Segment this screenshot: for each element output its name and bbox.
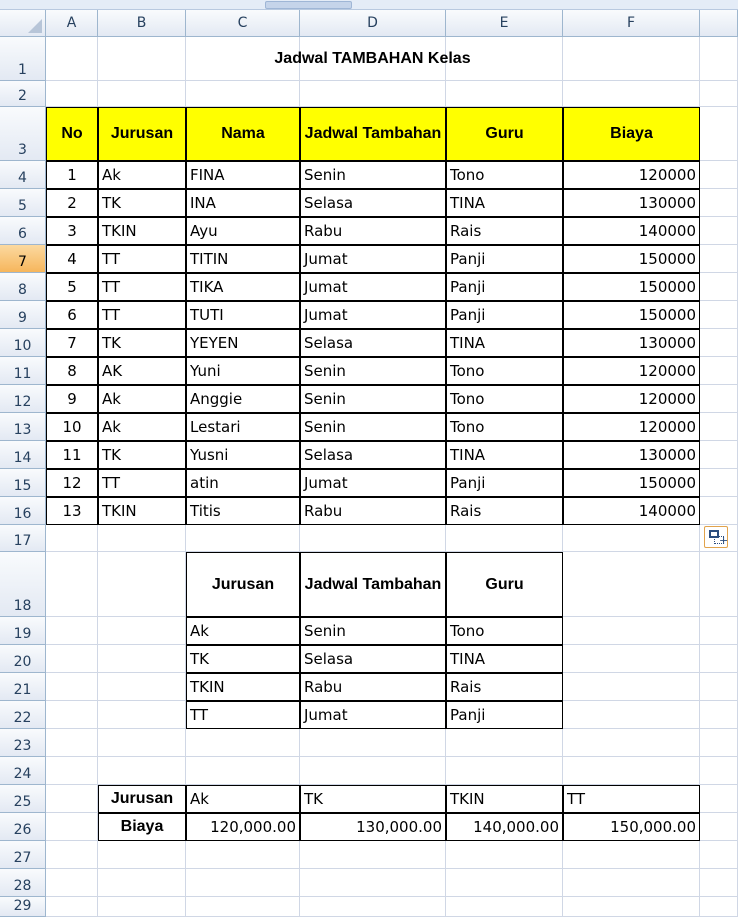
- grid-cell[interactable]: [700, 301, 738, 329]
- grid-cell[interactable]: [700, 385, 738, 413]
- grid-cell[interactable]: [300, 525, 446, 552]
- grid-cell[interactable]: [446, 81, 563, 107]
- main-cell[interactable]: Rais: [446, 497, 563, 525]
- grid-cell[interactable]: [446, 525, 563, 552]
- grid-cell[interactable]: [186, 757, 300, 785]
- grid-cell[interactable]: [446, 841, 563, 869]
- row-header-18[interactable]: 18: [0, 552, 46, 617]
- grid-cell[interactable]: [563, 841, 700, 869]
- select-all-corner[interactable]: [0, 10, 46, 37]
- main-cell[interactable]: TINA: [446, 441, 563, 469]
- row-header-20[interactable]: 20: [0, 645, 46, 673]
- main-cell[interactable]: Senin: [300, 161, 446, 189]
- main-header-0[interactable]: No: [46, 107, 98, 161]
- row-header-6[interactable]: 6: [0, 217, 46, 245]
- grid-cell[interactable]: [98, 645, 186, 673]
- grid-cell[interactable]: [446, 869, 563, 897]
- biaya-jurusan-cell[interactable]: TKIN: [446, 785, 563, 813]
- row-header-1[interactable]: 1: [0, 37, 46, 81]
- main-cell[interactable]: Panji: [446, 301, 563, 329]
- grid-cell[interactable]: [563, 617, 700, 645]
- row-header-2[interactable]: 2: [0, 81, 46, 107]
- main-cell[interactable]: Rabu: [300, 217, 446, 245]
- spreadsheet-grid[interactable]: [0, 10, 738, 924]
- main-cell[interactable]: 2: [46, 189, 98, 217]
- main-cell[interactable]: Senin: [300, 413, 446, 441]
- grid-cell[interactable]: [98, 525, 186, 552]
- main-cell[interactable]: 120000: [563, 357, 700, 385]
- grid-cell[interactable]: [98, 617, 186, 645]
- column-header-extra[interactable]: [700, 10, 738, 37]
- column-header-F[interactable]: F: [563, 10, 700, 37]
- main-cell[interactable]: Panji: [446, 245, 563, 273]
- grid-cell[interactable]: [300, 869, 446, 897]
- main-header-3[interactable]: Jadwal Tambahan: [300, 107, 446, 161]
- main-cell[interactable]: Tono: [446, 413, 563, 441]
- main-header-2[interactable]: Nama: [186, 107, 300, 161]
- main-cell[interactable]: 120000: [563, 385, 700, 413]
- grid-cell[interactable]: [700, 273, 738, 301]
- main-cell[interactable]: TK: [98, 441, 186, 469]
- main-cell[interactable]: Panji: [446, 273, 563, 301]
- grid-cell[interactable]: [700, 757, 738, 785]
- main-cell[interactable]: 140000: [563, 497, 700, 525]
- lookup-cell[interactable]: Senin: [300, 617, 446, 645]
- main-cell[interactable]: 120000: [563, 413, 700, 441]
- grid-cell[interactable]: [700, 441, 738, 469]
- lookup-header-0[interactable]: Jurusan: [186, 552, 300, 617]
- main-cell[interactable]: TKIN: [98, 497, 186, 525]
- grid-cell[interactable]: [700, 189, 738, 217]
- main-cell[interactable]: TT: [98, 245, 186, 273]
- grid-cell[interactable]: [98, 869, 186, 897]
- row-header-16[interactable]: 16: [0, 497, 46, 525]
- main-cell[interactable]: 13: [46, 497, 98, 525]
- grid-cell[interactable]: [186, 841, 300, 869]
- lookup-cell[interactable]: TINA: [446, 645, 563, 673]
- lookup-cell[interactable]: Ak: [186, 617, 300, 645]
- grid-cell[interactable]: [98, 81, 186, 107]
- grid-cell[interactable]: [46, 869, 98, 897]
- main-cell[interactable]: Panji: [446, 469, 563, 497]
- lookup-cell[interactable]: TK: [186, 645, 300, 673]
- biaya-value-cell[interactable]: 150,000.00: [563, 813, 700, 841]
- grid-cell[interactable]: [563, 525, 700, 552]
- row-header-26[interactable]: 26: [0, 813, 46, 841]
- lookup-cell[interactable]: Selasa: [300, 645, 446, 673]
- biaya-label-biaya[interactable]: Biaya: [98, 813, 186, 841]
- biaya-value-cell[interactable]: 120,000.00: [186, 813, 300, 841]
- main-cell[interactable]: atin: [186, 469, 300, 497]
- row-header-4[interactable]: 4: [0, 161, 46, 189]
- grid-cell[interactable]: [98, 552, 186, 617]
- main-cell[interactable]: 3: [46, 217, 98, 245]
- main-cell[interactable]: AK: [98, 357, 186, 385]
- row-header-27[interactable]: 27: [0, 841, 46, 869]
- main-cell[interactable]: 9: [46, 385, 98, 413]
- grid-cell[interactable]: [700, 413, 738, 441]
- row-header-13[interactable]: 13: [0, 413, 46, 441]
- grid-cell[interactable]: [700, 329, 738, 357]
- main-cell[interactable]: 1: [46, 161, 98, 189]
- column-header-C[interactable]: C: [186, 10, 300, 37]
- grid-cell[interactable]: [186, 729, 300, 757]
- main-cell[interactable]: TT: [98, 469, 186, 497]
- main-cell[interactable]: TUTI: [186, 301, 300, 329]
- grid-cell[interactable]: [300, 841, 446, 869]
- lookup-cell[interactable]: Rabu: [300, 673, 446, 701]
- row-header-10[interactable]: 10: [0, 329, 46, 357]
- grid-cell[interactable]: [563, 645, 700, 673]
- grid-cell[interactable]: [98, 701, 186, 729]
- grid-cell[interactable]: [46, 729, 98, 757]
- main-cell[interactable]: Rabu: [300, 497, 446, 525]
- main-cell[interactable]: 10: [46, 413, 98, 441]
- grid-cell[interactable]: [563, 701, 700, 729]
- main-cell[interactable]: Ak: [98, 385, 186, 413]
- grid-cell[interactable]: [700, 357, 738, 385]
- main-cell[interactable]: 12: [46, 469, 98, 497]
- grid-cell[interactable]: [46, 552, 98, 617]
- main-cell[interactable]: Ayu: [186, 217, 300, 245]
- main-cell[interactable]: Selasa: [300, 329, 446, 357]
- grid-cell[interactable]: [98, 897, 186, 917]
- row-header-7[interactable]: 7: [0, 245, 46, 273]
- grid-cell[interactable]: [186, 869, 300, 897]
- grid-cell[interactable]: [446, 757, 563, 785]
- grid-cell[interactable]: [300, 81, 446, 107]
- main-cell[interactable]: 6: [46, 301, 98, 329]
- main-header-1[interactable]: Jurusan: [98, 107, 186, 161]
- row-header-9[interactable]: 9: [0, 301, 46, 329]
- grid-cell[interactable]: [700, 869, 738, 897]
- grid-cell[interactable]: [563, 673, 700, 701]
- row-header-21[interactable]: 21: [0, 673, 46, 701]
- grid-cell[interactable]: [46, 813, 98, 841]
- grid-cell[interactable]: [700, 107, 738, 161]
- lookup-cell[interactable]: TT: [186, 701, 300, 729]
- main-cell[interactable]: 140000: [563, 217, 700, 245]
- main-cell[interactable]: Jumat: [300, 301, 446, 329]
- biaya-value-cell[interactable]: 130,000.00: [300, 813, 446, 841]
- biaya-jurusan-cell[interactable]: TT: [563, 785, 700, 813]
- grid-cell[interactable]: [563, 897, 700, 917]
- main-cell[interactable]: 7: [46, 329, 98, 357]
- grid-cell[interactable]: [700, 897, 738, 917]
- lookup-header-2[interactable]: Guru: [446, 552, 563, 617]
- grid-cell[interactable]: [46, 81, 98, 107]
- grid-cell[interactable]: [300, 757, 446, 785]
- horizontal-scroll-thumb[interactable]: [265, 1, 352, 9]
- grid-cell[interactable]: [46, 525, 98, 552]
- row-header-8[interactable]: 8: [0, 273, 46, 301]
- grid-cell[interactable]: [98, 673, 186, 701]
- grid-cell[interactable]: [186, 525, 300, 552]
- main-cell[interactable]: Lestari: [186, 413, 300, 441]
- grid-cell[interactable]: [46, 757, 98, 785]
- grid-cell[interactable]: [186, 897, 300, 917]
- grid-cell[interactable]: [563, 552, 700, 617]
- row-header-17[interactable]: 17: [0, 525, 46, 552]
- main-cell[interactable]: INA: [186, 189, 300, 217]
- lookup-header-1[interactable]: Jadwal Tambahan: [300, 552, 446, 617]
- main-cell[interactable]: TKIN: [98, 217, 186, 245]
- row-header-19[interactable]: 19: [0, 617, 46, 645]
- main-cell[interactable]: Senin: [300, 385, 446, 413]
- main-cell[interactable]: Jumat: [300, 469, 446, 497]
- grid-cell[interactable]: [700, 785, 738, 813]
- grid-cell[interactable]: [700, 469, 738, 497]
- main-cell[interactable]: Tono: [446, 357, 563, 385]
- grid-cell[interactable]: [700, 217, 738, 245]
- grid-cell[interactable]: [46, 785, 98, 813]
- grid-cell[interactable]: [46, 645, 98, 673]
- lookup-cell[interactable]: TKIN: [186, 673, 300, 701]
- grid-cell[interactable]: [186, 81, 300, 107]
- main-cell[interactable]: YEYEN: [186, 329, 300, 357]
- grid-cell[interactable]: [700, 161, 738, 189]
- grid-cell[interactable]: [446, 729, 563, 757]
- grid-cell[interactable]: [700, 701, 738, 729]
- main-cell[interactable]: Tono: [446, 385, 563, 413]
- main-cell[interactable]: 4: [46, 245, 98, 273]
- grid-cell[interactable]: [563, 869, 700, 897]
- row-header-23[interactable]: 23: [0, 729, 46, 757]
- row-header-15[interactable]: 15: [0, 469, 46, 497]
- lookup-cell[interactable]: Rais: [446, 673, 563, 701]
- grid-cell[interactable]: [700, 729, 738, 757]
- main-cell[interactable]: Jumat: [300, 273, 446, 301]
- grid-cell[interactable]: [563, 81, 700, 107]
- paste-options-icon[interactable]: +: [704, 526, 728, 548]
- main-cell[interactable]: 11: [46, 441, 98, 469]
- grid-cell[interactable]: [700, 617, 738, 645]
- main-cell[interactable]: TITIN: [186, 245, 300, 273]
- main-cell[interactable]: Anggie: [186, 385, 300, 413]
- grid-cell[interactable]: [98, 729, 186, 757]
- lookup-cell[interactable]: Jumat: [300, 701, 446, 729]
- biaya-jurusan-cell[interactable]: TK: [300, 785, 446, 813]
- main-cell[interactable]: 130000: [563, 189, 700, 217]
- column-header-E[interactable]: E: [446, 10, 563, 37]
- grid-cell[interactable]: [563, 757, 700, 785]
- main-cell[interactable]: 130000: [563, 329, 700, 357]
- row-header-25[interactable]: 25: [0, 785, 46, 813]
- main-cell[interactable]: TINA: [446, 329, 563, 357]
- main-cell[interactable]: 130000: [563, 441, 700, 469]
- main-cell[interactable]: 150000: [563, 245, 700, 273]
- main-cell[interactable]: Senin: [300, 357, 446, 385]
- main-cell[interactable]: Titis: [186, 497, 300, 525]
- biaya-jurusan-cell[interactable]: Ak: [186, 785, 300, 813]
- grid-cell[interactable]: [98, 757, 186, 785]
- main-cell[interactable]: Selasa: [300, 441, 446, 469]
- lookup-cell[interactable]: Panji: [446, 701, 563, 729]
- column-header-D[interactable]: D: [300, 10, 446, 37]
- row-header-12[interactable]: 12: [0, 385, 46, 413]
- row-header-22[interactable]: 22: [0, 701, 46, 729]
- main-cell[interactable]: 150000: [563, 469, 700, 497]
- grid-cell[interactable]: [700, 245, 738, 273]
- grid-cell[interactable]: [300, 729, 446, 757]
- main-cell[interactable]: Rais: [446, 217, 563, 245]
- grid-cell[interactable]: [700, 673, 738, 701]
- grid-cell[interactable]: [446, 897, 563, 917]
- main-cell[interactable]: Yusni: [186, 441, 300, 469]
- grid-cell[interactable]: [700, 81, 738, 107]
- grid-cell[interactable]: [46, 841, 98, 869]
- main-cell[interactable]: TK: [98, 329, 186, 357]
- grid-cell[interactable]: [700, 645, 738, 673]
- row-header-3[interactable]: 3: [0, 107, 46, 161]
- grid-cell[interactable]: [98, 841, 186, 869]
- main-cell[interactable]: Selasa: [300, 189, 446, 217]
- main-cell[interactable]: 8: [46, 357, 98, 385]
- grid-cell[interactable]: [700, 813, 738, 841]
- grid-cell[interactable]: [46, 897, 98, 917]
- grid-cell[interactable]: [46, 701, 98, 729]
- main-cell[interactable]: Ak: [98, 161, 186, 189]
- main-cell[interactable]: TIKA: [186, 273, 300, 301]
- row-header-14[interactable]: 14: [0, 441, 46, 469]
- main-header-5[interactable]: Biaya: [563, 107, 700, 161]
- column-header-B[interactable]: B: [98, 10, 186, 37]
- row-header-5[interactable]: 5: [0, 189, 46, 217]
- grid-cell[interactable]: [700, 841, 738, 869]
- column-header-A[interactable]: A: [46, 10, 98, 37]
- top-scroll-strip: [0, 0, 738, 10]
- biaya-value-cell[interactable]: 140,000.00: [446, 813, 563, 841]
- main-cell[interactable]: TK: [98, 189, 186, 217]
- row-header-28[interactable]: 28: [0, 869, 46, 897]
- main-cell[interactable]: Ak: [98, 413, 186, 441]
- main-cell[interactable]: Tono: [446, 161, 563, 189]
- main-cell[interactable]: Yuni: [186, 357, 300, 385]
- main-cell[interactable]: 5: [46, 273, 98, 301]
- grid-cell[interactable]: [700, 497, 738, 525]
- grid-cell[interactable]: [300, 897, 446, 917]
- main-cell[interactable]: Jumat: [300, 245, 446, 273]
- grid-cell[interactable]: [46, 673, 98, 701]
- grid-cell[interactable]: [700, 552, 738, 617]
- main-header-4[interactable]: Guru: [446, 107, 563, 161]
- row-header-11[interactable]: 11: [0, 357, 46, 385]
- main-cell[interactable]: 120000: [563, 161, 700, 189]
- row-header-29[interactable]: 29: [0, 897, 46, 917]
- grid-cell[interactable]: [563, 729, 700, 757]
- main-cell[interactable]: TT: [98, 273, 186, 301]
- grid-cell[interactable]: [46, 617, 98, 645]
- grid-cell[interactable]: [700, 37, 738, 81]
- sheet-title[interactable]: Jadwal TAMBAHAN Kelas: [46, 37, 700, 81]
- main-cell[interactable]: FINA: [186, 161, 300, 189]
- row-header-24[interactable]: 24: [0, 757, 46, 785]
- main-cell[interactable]: 150000: [563, 301, 700, 329]
- main-cell[interactable]: TINA: [446, 189, 563, 217]
- main-cell[interactable]: 150000: [563, 273, 700, 301]
- biaya-label-jurusan[interactable]: Jurusan: [98, 785, 186, 813]
- lookup-cell[interactable]: Tono: [446, 617, 563, 645]
- main-cell[interactable]: TT: [98, 301, 186, 329]
